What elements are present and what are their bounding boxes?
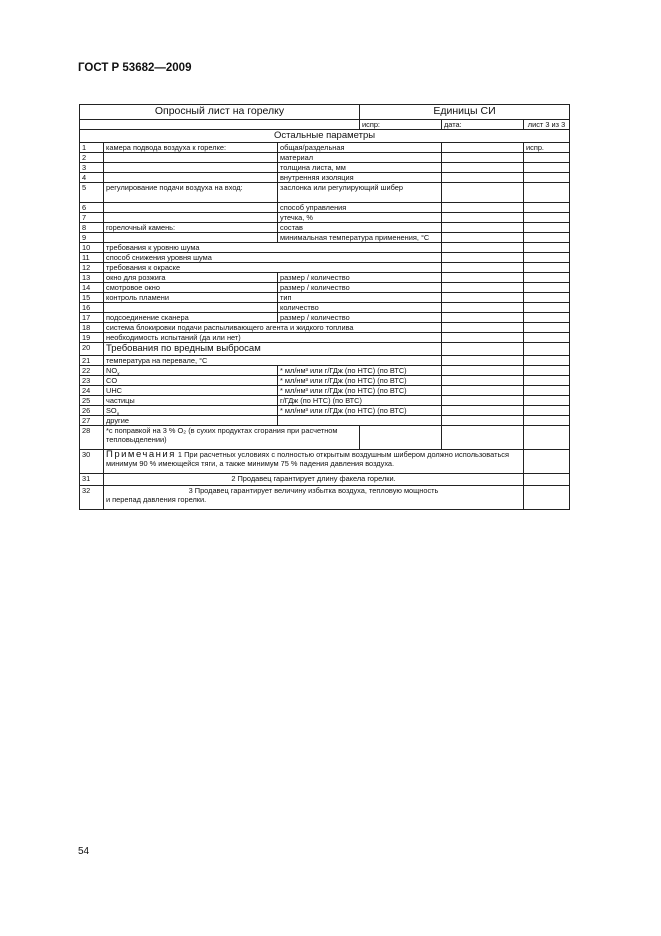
form-title-row <box>80 105 570 120</box>
table-row: 26 $SO_x$ * мл/нм³ или г/ГДж (по НТС) (по ВТС) <box>80 406 570 416</box>
table-row: 8 горелочный камень: состав <box>80 223 570 233</box>
table-row: 4 внутренняя изоляция <box>80 173 570 183</box>
page-number: 54 <box>78 846 90 857</box>
note-1: Примечания 1 При расчетных условиях с полностью открытым воздушным шибером должно использоваться минимум 90 % имеющейся тяги, а также минимум 75 % падения давления воздуха. <box>104 450 524 474</box>
table-row: 7 утечка, % <box>80 213 570 223</box>
note-3: 3 Продавец гарантирует величину избытка воздуха, тепловую мощность и перепад давления горелки. <box>104 486 524 510</box>
table-row: 28 *с поправкой на 3 % O₂ (в сухих продуктах сгорания при расчетном тепловыделении) <box>80 426 570 450</box>
notes-row: 30 Примечания 1 При расчетных условиях с полностью открытым воздушным шибером должно использоваться минимум 90 % имеющейся тяги, а также минимум 75 % падения давления воздуха. <box>80 450 570 474</box>
table-row: 24 UHC * мл/нм³ или г/ГДж (по НТС) (по ВТС) <box>80 386 570 396</box>
table-row: 10 требования к уровню шума <box>80 243 570 253</box>
table-row: 14 смотровое окно размер / количество <box>80 283 570 293</box>
table-row: 6 способ управления <box>80 203 570 213</box>
date-label: дата: <box>442 120 524 130</box>
section-other-params: Остальные параметры <box>80 130 570 143</box>
revision-label: испр: <box>360 120 442 130</box>
table-row: 13 окно для розжига размер / количество <box>80 273 570 283</box>
table-row: 22 $NO_x$ * мл/нм³ или г/ГДж (по НТС) (по ВТС) <box>80 366 570 376</box>
notes-row: 31 2 Продавец гарантирует длину факела горелки. <box>80 474 570 486</box>
table-row: 12 требования к окраске <box>80 263 570 273</box>
table-row: 15 контроль пламени тип <box>80 293 570 303</box>
table-row: 3 толщина листа, мм <box>80 163 570 173</box>
table-row: 19 необходимость испытаний (да или нет) <box>80 333 570 343</box>
table-row: 9 минимальная температура применения, °С <box>80 233 570 243</box>
units-label: Единицы СИ <box>360 105 570 120</box>
table-row: 16 количество <box>80 303 570 313</box>
table-row: 25 частицы г/ГДж (по НТС) (по ВТС) <box>80 396 570 406</box>
sheet-label: лист 3 из 3 <box>524 120 570 130</box>
table-row: 27 другие <box>80 416 570 426</box>
section-emissions-row: 20 Требования по вредным выбросам <box>80 343 570 356</box>
table-row: 18 система блокировки подачи распыливающего агента и жидкого топлива <box>80 323 570 333</box>
table-row: 21 температура на перевале, °С <box>80 356 570 366</box>
table-row: 17 подсоединение сканера размер / количество <box>80 313 570 323</box>
form-title: Опросный лист на горелку <box>80 105 360 120</box>
table-row: 11 способ снижения уровня шума <box>80 253 570 263</box>
revision-row <box>80 120 570 130</box>
section-emissions: Требования по вредным выбросам <box>104 343 442 356</box>
notes-row: 32 3 Продавец гарантирует величину избытка воздуха, тепловую мощность и перепад давления горелки. <box>80 486 570 510</box>
section-other-row <box>80 130 570 143</box>
burner-questionnaire-table <box>79 104 570 510</box>
table-row: 5 регулирование подачи воздуха на вход: заслонка или регулирующий шибер <box>80 183 570 203</box>
note-2: 2 Продавец гарантирует длину факела горелки. <box>104 474 524 486</box>
standard-number: ГОСТ Р 53682—2009 <box>78 62 192 74</box>
table-row: 23 CO * мл/нм³ или г/ГДж (по НТС) (по ВТС) <box>80 376 570 386</box>
table-row: 2 материал <box>80 153 570 163</box>
notes-heading: Примечания <box>106 449 176 460</box>
table-row: 1 камера подвода воздуха к горелке: общая/раздельная испр. <box>80 143 570 153</box>
